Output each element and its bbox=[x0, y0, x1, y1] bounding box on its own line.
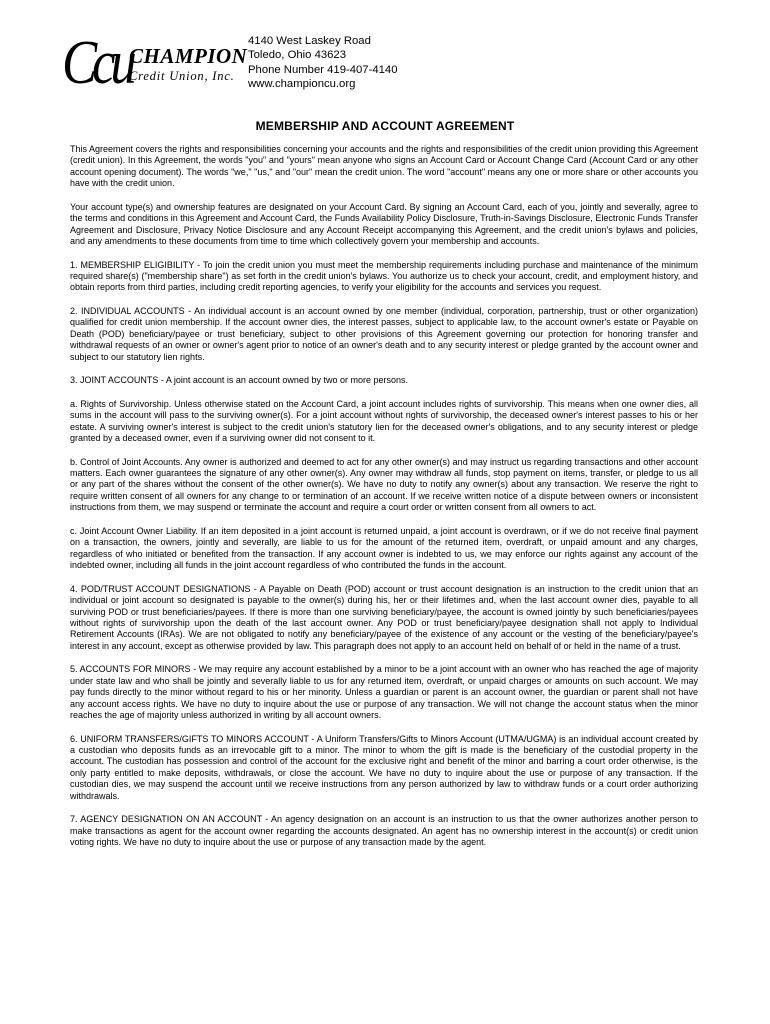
address-block bbox=[248, 34, 397, 92]
address-street: 4140 West Laskey Road bbox=[248, 35, 371, 47]
paragraph-rights-of-survivorship: a. Rights of Survivorship. Unless otherwise stated on the Account Card, a joint account includes rights of survivorship. This means when one owner dies, all sums in the account will pass to the surviving owner(s). For a joint account without rights of survivorship, the deceased owner's interest passes to his or her estate. A surviving owner's interest is subject to the credit union's statutory lien for the deceased owner's obligations, and to any security interest or pledge granted by a deceased owner, even if a surviving owner did not consent to it. bbox=[70, 398, 698, 444]
address-phone: Phone Number 419-407-4140 bbox=[248, 63, 398, 76]
paragraph-control-of-joint-accounts: b. Control of Joint Accounts. Any owner is authorized and deemed to act for any other owner(s) and may instruct us regarding transactions and other account matters. Each owner guarantees the signature of any other owner(s). Any owner may withdraw all funds, stop payment on items, transfer, or pledge to us all or any part of the shares without the consent of the other owner(s). We have no duty to notify any owner(s) about any transaction. We reserve the right to require written consent of all owners for any change to or termination of an account. If we receive written notice of a dispute between owners or inconsistent instructions from them, we may suspend or terminate the account and require a court order or written consent from all owners to act. bbox=[70, 456, 698, 513]
paragraph-membership-eligibility: 1. MEMBERSHIP ELIGIBILITY - To join the credit union you must meet the membership requirements including purchase and maintenance of the minimum required share(s) ("membership share") as set forth in the credit union's bylaws. You authorize us to check your account, credit, and employment history, and obtain reports from third parties, including credit reporting agencies, to verify your eligibility for the accounts and services you request. bbox=[70, 259, 698, 293]
agreement-body bbox=[70, 144, 698, 861]
paragraph-intro: This Agreement covers the rights and responsibilities concerning your accounts and the rights and responsibilities of the credit union providing this Agreement (credit union). In this Agreement, the words "you" and "yours" mean anyone who signs an Account Card or Account Change Card (Account Card or any other account opening document). The words "we," "us," and "our" mean the credit union. The word "account" means any one or more share or other accounts you have with the credit union. bbox=[70, 144, 698, 189]
paragraph-accounts-for-minors: 5. ACCOUNTS FOR MINORS - We may require any account established by a minor to be a joint account with an owner who has reached the age of majority under state law and who shall be jointly and severally liable to us for any returned item, overdraft, or unpaid charges or amounts on such account. We may pay funds directly to the minor without regard to his or her minority. Unless a guardian or parent is an account owner, the guardian or parent shall not have any account access rights. We have no duty to inquire about the use or purpose of any transaction. We will not change the account status when the minor reaches the age of majority unless authorized in writing by all account owners. bbox=[70, 664, 698, 720]
logo-name: CHAMPION bbox=[129, 44, 248, 68]
paragraph-agency-designation: 7. AGENCY DESIGNATION ON AN ACCOUNT - An agency designation on an account is an instruction to us that the owner authorizes another person to make transactions as agent for the account owner regarding the accounts designated. An agent has no ownership interest in the account(s) or credit union voting rights. We have no duty to inquire about the use or purpose of any transaction made by the agent. bbox=[70, 814, 698, 847]
letterhead bbox=[62, 30, 482, 110]
paragraph-joint-owner-liability: c. Joint Account Owner Liability. If an item deposited in a joint account is returned unpaid, a joint account is overdrawn, or if we do not receive final payment on a transaction, the owners, jointly and severally, are liable to us for the amount of the returned item, overdraft, or unpaid amount and any charges, regardless of who initiated or benefited from the transaction. If any account owner is indebted to us, we may enforce our rights against any account of the indebted owner, including all funds in the joint account regardless of who contributed the funds in the account. bbox=[70, 525, 698, 571]
paragraph-pod-trust-designations: 4. POD/TRUST ACCOUNT DESIGNATIONS - A Payable on Death (POD) account or trust account designation is an instruction to the credit union that an individual or joint account so designated is payable to the owner(s) during his, her or their lifetimes and, when the last account owner dies, payable to all surviving POD or trust beneficiaries/payees. If there is more than one surviving beneficiary/payee, the account is owned jointly by such beneficiaries/payees without rights of survivorship upon the death of the last account owner. Any POD or trust beneficiary/payee designation shall not apply to Individual Retirement Accounts (IRAs). We are not obligated to notify any beneficiary/payee of the existence of any account or the vesting of the beneficiary/payee's interest in any account, except as otherwise provided by law. This paragraph does not apply to an account held on behalf of or held in the name of a trust. bbox=[70, 583, 698, 651]
logo-initials: Ccu bbox=[62, 29, 132, 97]
document-title: MEMBERSHIP AND ACCOUNT AGREEMENT bbox=[255, 119, 515, 133]
address-city: Toledo, Ohio 43623 bbox=[248, 49, 346, 62]
paragraph-account-types: Your account type(s) and ownership features are designated on your Account Card. By signing an Account Card, each of you, jointly and severally, agree to the terms and conditions in this Agreement and Account Card, the Funds Availability Policy Disclosure, Truth-in-Savings Disclosure, Electronic Funds Transfer Agreement and Disclosure, Privacy Notice Disclosure and any Account Receipt accompanying this Agreement, and the credit union's bylaws and policies, and any amendments to these documents from time to time which collectively govern your membership and accounts. bbox=[70, 201, 698, 247]
paragraph-individual-accounts: 2. INDIVIDUAL ACCOUNTS - An individual account is an account owned by one member (individual, corporation, partnership, trust or other organization) qualified for credit union membership. If the account owner dies, the interest passes, subject to applicable law, to the account owner's estate or Payable on Death (POD) beneficiary/payee or trust beneficiary, subject to other provisions of this Agreement governing our protection for honoring transfer and withdrawal requests of an owner or owner's agent prior to notice of an owner's death and to any security interest or pledge granted by the account owner and subject to our statutory lien rights. bbox=[70, 306, 698, 362]
logo-subtitle: Credit Union, Inc. bbox=[129, 69, 235, 83]
paragraph-joint-accounts: 3. JOINT ACCOUNTS - A joint account is an account owned by two or more persons. bbox=[70, 375, 408, 386]
address-website: www.championcu.org bbox=[248, 78, 356, 91]
paragraph-utma-ugma: 6. UNIFORM TRANSFERS/GIFTS TO MINORS ACCOUNT - A Uniform Transfers/Gifts to Minors Account (UTMA/UGMA) is an individual account created by a custodian who deposits funds as an irrevocable gift to a minor. The minor to whom the gift is made is the beneficiary of the custodial property in the account. The custodian has possession and control of the account for the exclusive right and benefit of the minor and barring a court order otherwise, is the only party entitled to make deposits, withdrawals, or close the account. We have no duty to inquire about the use or purpose of any transaction. If the custodian dies, we may suspend the account until we receive instructions from any person authorized by law to withdraw funds or a court order authorizing withdrawals. bbox=[70, 733, 698, 801]
